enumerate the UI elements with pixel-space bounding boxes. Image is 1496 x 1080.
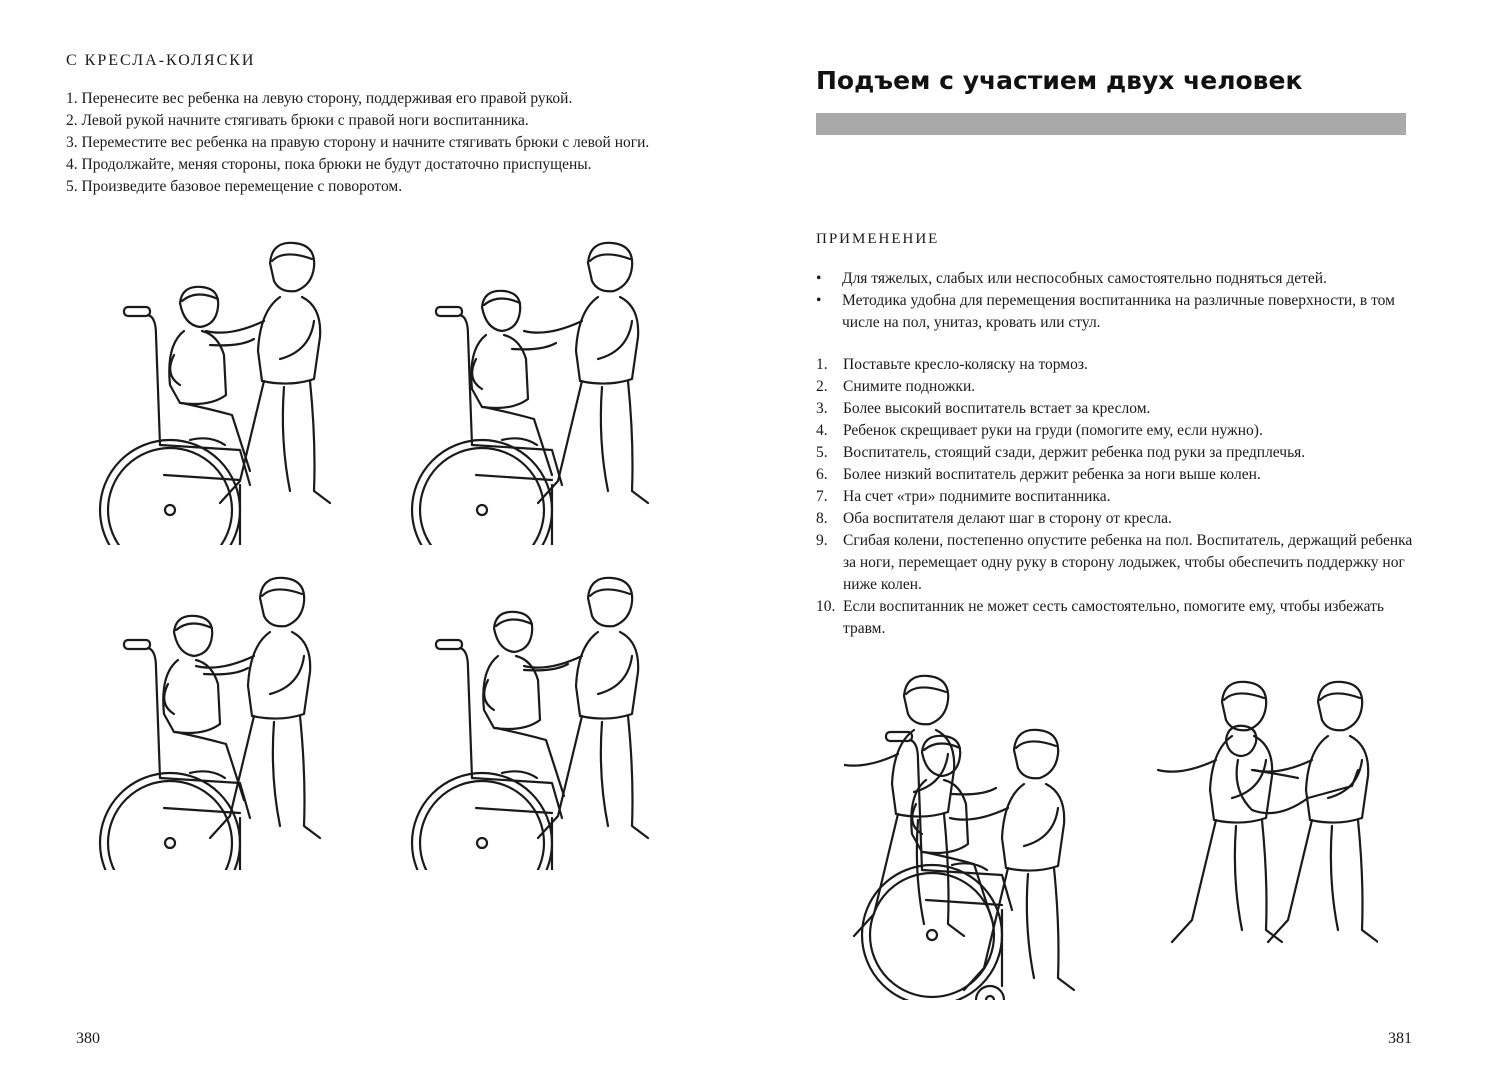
step-item: 2. Левой рукой начните стягивать брюки с правой ноги воспитанника. [66,112,529,129]
step-item: 1. Поставьте кресло-коляску на тормоз. [816,356,1088,373]
bullet-icon: • [816,270,822,287]
step-item: 6. Более низкий воспитатель держит ребенка за ноги выше колен. [816,466,1261,483]
bullet-item: • Методика удобна для перемещения воспитанника на различные поверхности, в том числе на пол, унитаз, кровать или стул. [816,292,1395,331]
illustration-step-2 [392,235,682,545]
step-item: 2. Снимите подножки. [816,378,976,395]
step-item: 9. Сгибая колени, постепенно опустите ребенка на пол. Воспитатель, держащий ребенка за ноги, перемещает одну руку в сторону лодыжек, чтобы обеспечить поддержку ног ниже колен. [816,532,1413,593]
step-item: 4. Продолжайте, меняя стороны, пока брюки не будут достаточно приспущены. [66,156,592,173]
illustration-step-1 [80,235,370,545]
step-item: 5. Произведите базовое перемещение с поворотом. [66,178,403,195]
step-item: 1. Перенесите вес ребенка на левую сторону, поддерживая его правой рукой. [66,90,573,107]
title-bar [816,113,1406,135]
usage-bullets [816,268,1416,334]
page-number: 380 [76,1030,100,1047]
bullet-icon: • [816,292,822,309]
bullet-item: • Для тяжелых, слабых или неспособных самостоятельно подняться детей. [816,268,1416,290]
step-item: 5. Воспитатель, стоящий сзади, держит ребенка под руки за предплечья. [816,444,1306,461]
usage-heading: ПРИМЕНЕНИЕ [816,231,940,247]
step-item: 7. На счет «три» поднимите воспитанника. [816,488,1111,505]
step-item: 10. Если воспитанник не может сесть самостоятельно, помогите ему, чтобы избежать травм. [816,598,1384,637]
carried-child-icon [1226,726,1358,813]
illustration-step-3 [80,570,370,870]
step-item: 8. Оба воспитателя делают шаг в сторону от кресла. [816,510,1172,527]
step-item: 4. Ребенок скрещивает руки на груди (помогите ему, если нужно). [816,422,1263,439]
step-item: 3. Более высокий воспитатель встает за креслом. [816,400,1151,417]
page-381 [748,0,1496,1080]
illustration-two-person-lift-chair [844,670,1104,1000]
illustration-step-4 [392,570,682,870]
transfer-steps [66,88,676,198]
step-item: 3. Переместите вес ребенка на правую сторону и начните стягивать брюки с левой ноги. [66,134,650,151]
page-number: 381 [1388,1030,1412,1047]
page-title: Подъем с участием двух человек [816,66,1303,95]
lift-steps [816,354,1416,640]
section-title: С КРЕСЛА-КОЛЯСКИ [66,52,256,69]
illustration-two-person-carry [1148,670,1378,1000]
